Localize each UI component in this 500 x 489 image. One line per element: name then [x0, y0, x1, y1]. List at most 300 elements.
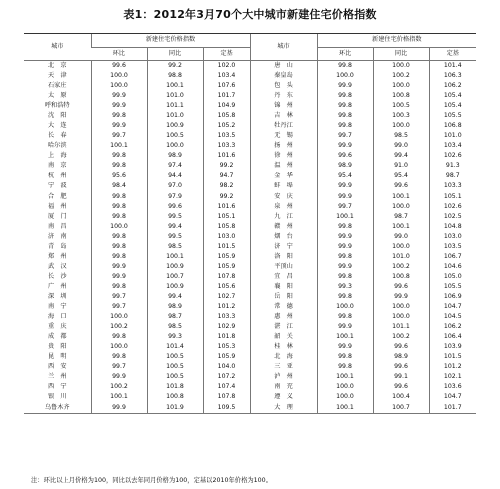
yoy-cell: 100.5 — [147, 372, 203, 382]
city-cell: 郑 州 — [47, 252, 67, 260]
yoy-cell: 100.2 — [373, 71, 429, 81]
base-cell: 104.9 — [203, 101, 250, 111]
mom-cell: 99.9 — [317, 192, 373, 202]
yoy-cell: 101.4 — [147, 342, 203, 352]
mom-cell: 99.9 — [317, 322, 373, 332]
table-row — [24, 202, 476, 212]
city-cell: 包 头 — [250, 81, 317, 91]
base-header: 定基 — [429, 48, 476, 61]
city-cell: 长 春 — [47, 132, 67, 140]
city-cell: 海 口 — [47, 313, 67, 321]
table-row — [24, 332, 476, 342]
city-cell: 哈尔滨 — [47, 142, 67, 150]
base-cell: 103.3 — [203, 312, 250, 322]
city-cell: 南 充 — [250, 383, 317, 393]
yoy-cell: 98.5 — [147, 242, 203, 252]
base-cell: 106.9 — [429, 292, 476, 302]
mom-cell: 99.8 — [91, 192, 147, 202]
base-cell: 106.2 — [429, 322, 476, 332]
yoy-cell: 99.5 — [147, 212, 203, 222]
table-row — [24, 232, 476, 242]
city-cell: 秦皇岛 — [250, 71, 317, 81]
base-cell: 101.6 — [203, 202, 250, 212]
city-cell: 济 宁 — [250, 242, 317, 252]
yoy-cell: 100.1 — [147, 81, 203, 91]
table-row — [24, 161, 476, 171]
table-row — [24, 111, 476, 121]
city-cell: 锦 州 — [250, 101, 317, 111]
yoy-cell: 98.9 — [373, 352, 429, 362]
city-cell: 成 都 — [47, 333, 67, 341]
yoy-cell: 95.4 — [373, 172, 429, 182]
table-row — [24, 222, 476, 232]
base-cell: 101.8 — [203, 332, 250, 342]
base-cell: 107.4 — [203, 383, 250, 393]
yoy-cell: 100.9 — [147, 262, 203, 272]
mom-cell: 99.9 — [317, 141, 373, 151]
table-body — [24, 61, 476, 414]
table-row — [24, 282, 476, 292]
city-cell: 洛 阳 — [250, 252, 317, 262]
base-cell: 101.7 — [429, 403, 476, 414]
base-cell: 105.4 — [429, 101, 476, 111]
yoy-cell: 98.7 — [147, 312, 203, 322]
mom-cell: 99.9 — [317, 81, 373, 91]
yoy-cell: 97.9 — [147, 192, 203, 202]
table-row — [24, 141, 476, 151]
city-cell: 乌鲁木齐 — [24, 403, 91, 414]
yoy-cell: 98.9 — [147, 302, 203, 312]
base-cell: 105.0 — [429, 272, 476, 282]
mom-cell: 100.0 — [91, 312, 147, 322]
mom-cell: 99.8 — [317, 121, 373, 131]
footnote: 注：环比以上月价格为100，同比以去年同月价格为100，定基以2010年价格为100。 — [31, 477, 272, 484]
mom-cell: 100.0 — [91, 222, 147, 232]
yoy-cell: 100.0 — [373, 242, 429, 252]
table-row — [24, 81, 476, 91]
table-row — [24, 252, 476, 262]
yoy-cell: 100.3 — [373, 111, 429, 121]
city-cell: 丹 东 — [250, 91, 317, 101]
city-cell: 平顶山 — [250, 262, 317, 272]
city-cell: 岳 阳 — [250, 292, 317, 302]
base-cell: 105.1 — [429, 192, 476, 202]
base-cell: 103.0 — [429, 232, 476, 242]
base-cell: 103.6 — [429, 383, 476, 393]
city-cell: 赣 州 — [250, 222, 317, 232]
city-cell: 天 津 — [47, 71, 67, 79]
yoy-cell: 101.1 — [147, 101, 203, 111]
base-cell: 105.9 — [203, 352, 250, 362]
yoy-cell: 98.5 — [373, 131, 429, 141]
yoy-cell: 100.2 — [373, 332, 429, 342]
yoy-cell: 99.6 — [373, 383, 429, 393]
city-cell: 南 京 — [47, 162, 67, 170]
mom-cell: 100.1 — [91, 393, 147, 403]
yoy-cell: 99.5 — [147, 232, 203, 242]
yoy-cell: 99.4 — [147, 222, 203, 232]
yoy-cell: 99.6 — [373, 282, 429, 292]
yoy-cell: 99.6 — [147, 202, 203, 212]
mom-cell: 99.8 — [317, 111, 373, 121]
mom-cell: 99.8 — [317, 222, 373, 232]
base-cell: 105.2 — [203, 121, 250, 131]
table-row — [24, 192, 476, 202]
base-cell: 105.8 — [203, 222, 250, 232]
table-row — [24, 362, 476, 372]
mom-cell: 99.9 — [317, 242, 373, 252]
base-cell: 104.7 — [429, 393, 476, 403]
yoy-cell: 101.9 — [147, 403, 203, 414]
yoy-cell: 100.4 — [373, 393, 429, 403]
base-cell: 103.9 — [429, 342, 476, 352]
city-cell: 遵 义 — [250, 393, 317, 403]
city-cell: 北 海 — [250, 352, 317, 362]
mom-cell: 99.8 — [91, 332, 147, 342]
city-cell: 惠 州 — [250, 312, 317, 322]
table-row — [24, 71, 476, 81]
city-cell: 常 德 — [250, 302, 317, 312]
city-cell: 西 宁 — [47, 383, 67, 391]
yoy-cell: 100.0 — [373, 202, 429, 212]
yoy-cell: 100.8 — [373, 91, 429, 101]
base-cell: 105.5 — [429, 282, 476, 292]
base-cell: 105.5 — [429, 111, 476, 121]
yoy-cell: 98.5 — [147, 322, 203, 332]
city-cell: 济 南 — [47, 232, 67, 240]
city-cell: 重 庆 — [47, 323, 67, 331]
yoy-cell: 100.7 — [373, 403, 429, 414]
yoy-cell: 100.1 — [373, 192, 429, 202]
base-cell: 107.8 — [203, 272, 250, 282]
mom-cell: 99.9 — [317, 182, 373, 192]
city-cell: 烟 台 — [250, 232, 317, 242]
mom-cell: 100.1 — [317, 372, 373, 382]
mom-cell: 99.9 — [91, 272, 147, 282]
mom-cell: 100.2 — [91, 322, 147, 332]
base-cell: 102.0 — [203, 61, 250, 72]
mom-cell: 99.8 — [317, 91, 373, 101]
base-cell: 103.4 — [429, 141, 476, 151]
table-row — [24, 403, 476, 414]
mom-cell: 99.8 — [91, 232, 147, 242]
mom-cell: 99.8 — [317, 362, 373, 372]
base-cell: 107.6 — [203, 81, 250, 91]
base-cell: 105.4 — [429, 91, 476, 101]
mom-cell: 100.0 — [317, 383, 373, 393]
base-cell: 102.9 — [203, 322, 250, 332]
city-cell: 深 圳 — [47, 293, 67, 300]
mom-cell: 99.8 — [91, 282, 147, 292]
price-index-table — [24, 33, 476, 414]
yoy-header: 同比 — [147, 48, 203, 61]
base-cell: 105.1 — [203, 212, 250, 222]
city-cell: 泸 州 — [250, 372, 317, 382]
city-cell: 安 庆 — [250, 192, 317, 202]
city-cell: 扬 州 — [250, 141, 317, 151]
mom-cell: 100.1 — [91, 141, 147, 151]
table-row — [24, 262, 476, 272]
mom-cell: 99.8 — [91, 352, 147, 362]
yoy-cell: 97.0 — [147, 182, 203, 192]
base-cell: 103.3 — [203, 141, 250, 151]
mom-cell: 100.0 — [317, 71, 373, 81]
table-row — [24, 322, 476, 332]
yoy-cell: 100.5 — [373, 101, 429, 111]
base-cell: 103.0 — [203, 232, 250, 242]
yoy-cell: 100.1 — [373, 222, 429, 232]
base-cell: 106.4 — [429, 332, 476, 342]
mom-cell: 100.0 — [317, 393, 373, 403]
city-cell: 石家庄 — [47, 82, 67, 90]
mom-cell: 99.7 — [91, 292, 147, 302]
base-cell: 102.5 — [429, 212, 476, 222]
table-row — [24, 242, 476, 252]
base-cell: 103.5 — [429, 242, 476, 252]
base-cell: 105.3 — [203, 342, 250, 352]
city-cell: 九 江 — [250, 212, 317, 222]
yoy-cell: 100.9 — [147, 282, 203, 292]
base-cell: 105.6 — [203, 282, 250, 292]
base-cell: 105.9 — [203, 252, 250, 262]
mom-cell: 99.9 — [91, 262, 147, 272]
city-cell: 合 肥 — [47, 192, 67, 200]
table-row — [24, 121, 476, 131]
mom-cell: 99.9 — [91, 91, 147, 101]
mom-cell: 99.9 — [91, 372, 147, 382]
mom-cell: 99.9 — [317, 342, 373, 352]
mom-cell: 95.6 — [91, 172, 147, 182]
city-cell: 沈 阳 — [47, 112, 67, 120]
yoy-header: 同比 — [373, 48, 429, 61]
mom-cell: 100.2 — [91, 383, 147, 393]
city-cell: 青 岛 — [47, 242, 67, 250]
city-cell: 昆 明 — [47, 353, 67, 361]
yoy-cell: 100.5 — [147, 362, 203, 372]
yoy-cell: 99.2 — [147, 61, 203, 72]
table-row — [24, 312, 476, 322]
mom-cell: 100.1 — [317, 332, 373, 342]
city-cell: 泉 州 — [250, 202, 317, 212]
base-cell: 106.7 — [429, 252, 476, 262]
base-cell: 105.9 — [203, 262, 250, 272]
base-cell: 102.6 — [429, 151, 476, 161]
mom-cell: 99.7 — [91, 131, 147, 141]
base-cell: 103.5 — [203, 131, 250, 141]
yoy-cell: 100.8 — [373, 272, 429, 282]
city-cell: 大 连 — [47, 122, 67, 130]
yoy-cell: 99.9 — [373, 292, 429, 302]
base-cell: 91.3 — [429, 161, 476, 171]
base-cell: 104.5 — [429, 312, 476, 322]
index-group-header-left: 新建住宅价格指数 — [91, 34, 250, 48]
base-cell: 104.8 — [429, 222, 476, 232]
city-cell: 南 宁 — [47, 303, 67, 311]
mom-cell: 99.9 — [317, 262, 373, 272]
table-row — [24, 272, 476, 282]
city-cell: 杭 州 — [47, 172, 67, 180]
table-row — [24, 91, 476, 101]
base-cell: 102.7 — [203, 292, 250, 302]
mom-cell: 99.8 — [317, 252, 373, 262]
city-cell: 太 原 — [47, 92, 67, 100]
city-cell: 襄 阳 — [250, 282, 317, 292]
yoy-cell: 100.5 — [147, 352, 203, 362]
city-cell: 三 亚 — [250, 362, 317, 372]
yoy-cell: 101.8 — [147, 383, 203, 393]
table-row — [24, 393, 476, 403]
base-cell: 104.0 — [203, 362, 250, 372]
city-cell: 西 安 — [47, 363, 67, 371]
mom-cell: 100.0 — [91, 71, 147, 81]
mom-cell: 99.6 — [91, 61, 147, 72]
base-cell: 106.8 — [429, 121, 476, 131]
yoy-cell: 97.4 — [147, 161, 203, 171]
city-cell: 宁 波 — [47, 182, 67, 190]
base-cell: 104.7 — [429, 302, 476, 312]
yoy-cell: 100.7 — [147, 272, 203, 282]
mom-cell: 99.8 — [317, 292, 373, 302]
base-cell: 102.6 — [429, 202, 476, 212]
city-cell: 武 汉 — [47, 262, 67, 270]
city-cell: 兰 州 — [47, 373, 67, 381]
yoy-cell: 99.6 — [373, 182, 429, 192]
city-cell: 长 沙 — [47, 272, 67, 280]
mom-cell: 99.9 — [91, 403, 147, 414]
base-cell: 106.2 — [429, 81, 476, 91]
table-row — [24, 302, 476, 312]
mom-cell: 100.0 — [91, 81, 147, 91]
mom-cell: 99.8 — [317, 352, 373, 362]
base-cell: 101.2 — [203, 302, 250, 312]
city-cell: 徐 州 — [250, 151, 317, 161]
mom-cell: 100.1 — [317, 212, 373, 222]
table-row — [24, 61, 476, 72]
base-cell: 101.7 — [203, 91, 250, 101]
city-cell: 贵 阳 — [47, 343, 67, 351]
mom-cell: 99.8 — [91, 242, 147, 252]
city-cell: 蚌 埠 — [250, 182, 317, 192]
base-cell: 94.7 — [203, 172, 250, 182]
yoy-cell: 99.4 — [373, 151, 429, 161]
yoy-cell: 100.9 — [147, 121, 203, 131]
mom-cell: 99.7 — [317, 202, 373, 212]
city-cell: 湛 江 — [250, 322, 317, 332]
base-cell: 109.5 — [203, 403, 250, 414]
yoy-cell: 99.3 — [147, 332, 203, 342]
yoy-cell: 100.0 — [373, 61, 429, 72]
base-cell: 103.4 — [203, 71, 250, 81]
base-cell: 101.0 — [429, 131, 476, 141]
base-cell: 106.3 — [429, 71, 476, 81]
table-row — [24, 212, 476, 222]
yoy-cell: 99.1 — [373, 372, 429, 382]
city-header-right: 城市 — [250, 34, 317, 61]
mom-cell: 95.4 — [317, 172, 373, 182]
yoy-cell: 94.4 — [147, 172, 203, 182]
city-cell: 北 京 — [47, 61, 67, 69]
yoy-cell: 100.5 — [147, 131, 203, 141]
mom-cell: 99.8 — [91, 202, 147, 212]
mom-cell: 99.9 — [91, 101, 147, 111]
base-cell: 102.1 — [429, 372, 476, 382]
base-cell: 107.2 — [203, 372, 250, 382]
yoy-cell: 100.1 — [147, 252, 203, 262]
base-cell: 98.7 — [429, 172, 476, 182]
index-group-header-right: 新建住宅价格指数 — [317, 34, 476, 48]
mom-cell: 99.8 — [317, 312, 373, 322]
base-cell: 107.8 — [203, 393, 250, 403]
yoy-cell: 100.0 — [373, 302, 429, 312]
yoy-cell: 98.8 — [147, 71, 203, 81]
city-cell: 呼和浩特 — [44, 102, 70, 110]
mom-cell: 99.8 — [317, 272, 373, 282]
mom-cell: 99.9 — [317, 232, 373, 242]
city-cell: 吉 林 — [250, 111, 317, 121]
table-row — [24, 182, 476, 192]
base-cell: 101.6 — [203, 151, 250, 161]
mom-header: 环比 — [91, 48, 147, 61]
city-cell: 宜 昌 — [250, 272, 317, 282]
yoy-cell: 101.1 — [373, 322, 429, 332]
mom-cell: 99.3 — [317, 282, 373, 292]
city-cell: 南 昌 — [47, 222, 67, 230]
city-cell: 厦 门 — [47, 212, 67, 220]
mom-cell: 99.7 — [91, 362, 147, 372]
city-cell: 无 锡 — [250, 131, 317, 141]
mom-cell: 99.8 — [91, 161, 147, 171]
table-row — [24, 342, 476, 352]
yoy-cell: 101.0 — [147, 91, 203, 101]
base-cell: 98.2 — [203, 182, 250, 192]
yoy-cell: 100.8 — [147, 393, 203, 403]
city-cell: 银 川 — [47, 393, 67, 401]
city-cell: 福 州 — [47, 202, 67, 210]
mom-cell: 99.9 — [91, 121, 147, 131]
base-cell: 99.2 — [203, 192, 250, 202]
mom-cell: 99.8 — [91, 151, 147, 161]
city-cell: 桂 林 — [250, 342, 317, 352]
mom-cell: 99.8 — [317, 101, 373, 111]
mom-cell: 99.7 — [317, 131, 373, 141]
city-cell: 上 海 — [47, 152, 67, 160]
yoy-cell: 98.9 — [147, 151, 203, 161]
yoy-cell: 99.6 — [373, 362, 429, 372]
city-cell: 广 州 — [47, 282, 67, 290]
base-cell: 101.5 — [203, 242, 250, 252]
yoy-cell: 100.0 — [373, 121, 429, 131]
table-title: 表1：2012年3月70个大中城市新建住宅价格指数 — [123, 8, 377, 21]
city-cell: 大 理 — [250, 403, 317, 414]
mom-cell: 99.8 — [317, 61, 373, 72]
yoy-cell: 99.0 — [373, 232, 429, 242]
mom-cell: 100.1 — [317, 403, 373, 414]
yoy-cell: 99.6 — [373, 342, 429, 352]
base-cell: 101.4 — [429, 61, 476, 72]
yoy-cell: 99.0 — [373, 141, 429, 151]
table-row — [24, 131, 476, 141]
yoy-cell: 100.0 — [147, 141, 203, 151]
base-cell: 105.8 — [203, 111, 250, 121]
city-cell: 韶 关 — [250, 332, 317, 342]
mom-cell: 98.4 — [91, 182, 147, 192]
mom-header: 环比 — [317, 48, 373, 61]
city-header-left: 城市 — [24, 34, 91, 61]
base-header: 定基 — [203, 48, 250, 61]
table-row — [24, 292, 476, 302]
yoy-cell: 91.0 — [373, 161, 429, 171]
yoy-cell: 101.0 — [373, 252, 429, 262]
